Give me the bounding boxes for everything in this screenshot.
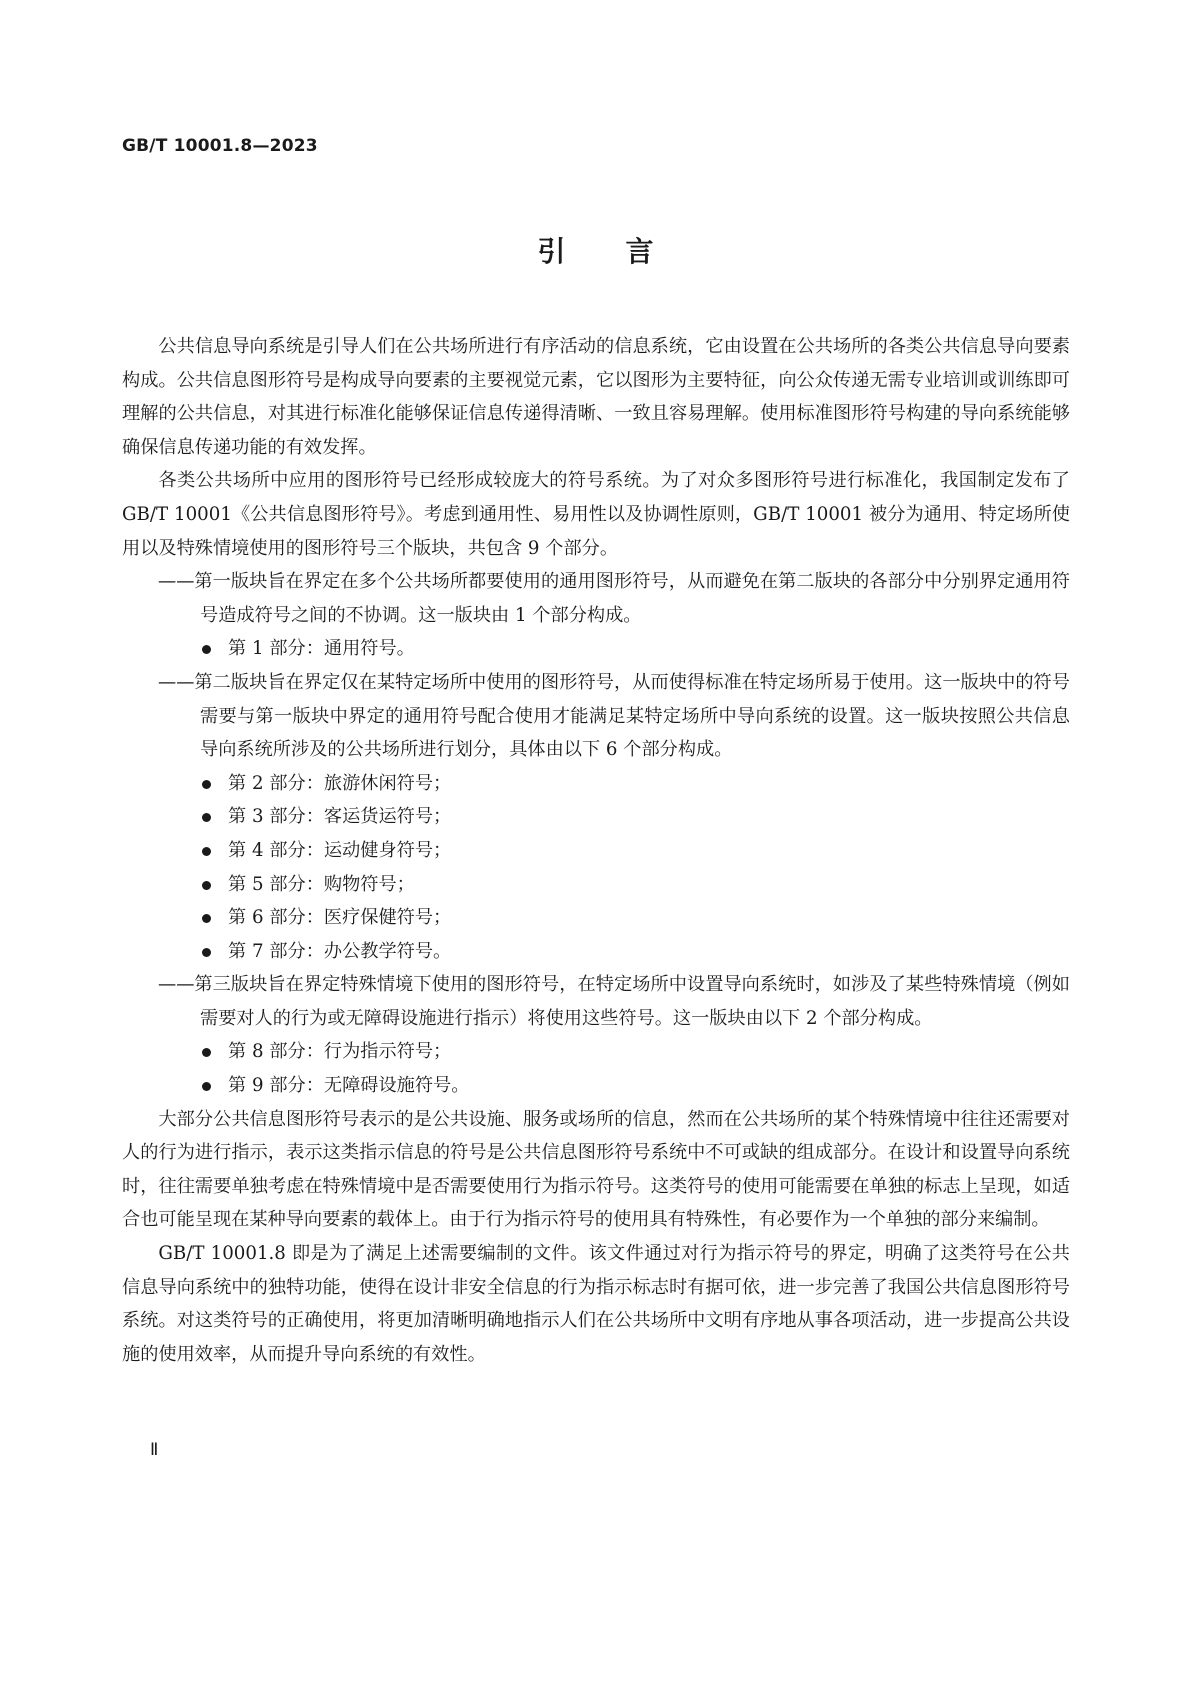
part-label: 第 3 部分：客运货运符号； xyxy=(228,806,452,828)
body-content xyxy=(122,330,1070,1371)
part-label: 第 5 部分：购物符号； xyxy=(228,873,415,895)
bullet-icon xyxy=(202,881,211,890)
part-label: 第 7 部分：办公教学符号。 xyxy=(228,940,452,962)
bullet-icon xyxy=(202,847,211,856)
part-label: 第 9 部分：无障碍设施符号。 xyxy=(228,1075,470,1097)
list-item xyxy=(122,800,1070,834)
paragraph-purpose: GB/T 10001.8 即是为了满足上述需要编制的文件。该文件通过对行为指示符号的界定，明确了这类符号在公共信息导向系统中的独特功能，使得在设计非安全信息的行为指示标志时有据可依，进一步完善了我国公共信息图形符号系统。对这类符号的正确使用，将更加清晰明确地指示人们在公共场所中文明有序地从事各项活动，进一步提高公共设施的使用效率，从而提升导向系统的有效性。 xyxy=(122,1243,1070,1365)
list-item xyxy=(122,1069,1070,1103)
paragraph-behavior-symbols: 大部分公共信息图形符号表示的是公共设施、服务或场所的信息，然而在公共场所的某个特殊情境中往往还需要对人的行为进行指示，表示这类指示信息的符号是公共信息图形符号系统中不可或缺的组成部分。在设计和设置导向系统时，往往需要单独考虑在特殊情境中是否需要使用行为指示符号。这类符号的使用可能需要在单独的标志上呈现，如适合也可能呈现在某种导向要素的载体上。由于行为指示符号的使用具有特殊性，有必要作为一个单独的部分来编制。 xyxy=(122,1108,1070,1231)
part-label: 第 4 部分：运动健身符号； xyxy=(228,839,452,861)
bullet-icon xyxy=(202,813,211,822)
part-label: 第 6 部分：医疗保健符号； xyxy=(228,907,452,929)
bullet-icon xyxy=(202,1082,211,1091)
page-number: Ⅱ xyxy=(150,1440,159,1459)
paragraph-overview: 各类公共场所中应用的图形符号已经形成较庞大的符号系统。为了对众多图形符号进行标准化，我国制定发布了 GB/T 10001《公共信息图形符号》。考虑到通用性、易用性以及协调性原则，GB/T 10001 被分为通用、特定场所使用以及特殊情境使用的图形符号三个版块，共包含 9 个部分。 xyxy=(122,470,1070,559)
bullet-icon xyxy=(202,645,211,654)
block-3-description: ——第三版块旨在界定特殊情境下使用的图形符号，在特定场所中设置导向系统时，如涉及了某些特殊情境（例如需要对人的行为或无障碍设施进行指示）将使用这些符号。这一版块由以下 2 个部分构成。 xyxy=(158,974,1070,1029)
part-label: 第 2 部分：旅游休闲符号； xyxy=(228,772,452,794)
bullet-icon xyxy=(202,1048,211,1057)
paragraph-intro: 公共信息导向系统是引导人们在公共场所进行有序活动的信息系统，它由设置在公共场所的各类公共信息导向要素构成。公共信息图形符号是构成导向要素的主要视觉元素，它以图形为主要特征，向公众传递无需专业培训或训练即可理解的公共信息，对其进行标准化能够保证信息传递得清晰、一致且容易理解。使用标准图形符号构建的导向系统能够确保信息传递功能的有效发挥。 xyxy=(122,336,1070,458)
bullet-icon xyxy=(202,780,211,789)
page-title: 引言 xyxy=(537,235,714,268)
list-item xyxy=(122,767,1070,801)
list-item xyxy=(122,632,1070,666)
list-item xyxy=(122,901,1070,935)
list-item xyxy=(122,1035,1070,1069)
bullet-icon xyxy=(202,914,211,923)
part-label: 第 8 部分：行为指示符号； xyxy=(228,1041,452,1063)
block-1-description: ——第一版块旨在界定在多个公共场所都要使用的通用图形符号，从而避免在第二版块的各部分中分别界定通用符号造成符号之间的不协调。这一版块由 1 个部分构成。 xyxy=(158,571,1070,626)
list-item xyxy=(122,834,1070,868)
document-code: GB/T 10001.8—2023 xyxy=(122,136,318,156)
list-item xyxy=(122,868,1070,902)
block-2-description: ——第二版块旨在界定仅在某特定场所中使用的图形符号，从而使得标准在特定场所易于使用。这一版块中的符号需要与第一版块中界定的通用符号配合使用才能满足某特定场所中导向系统的设置。这一版块按照公共信息导向系统所涉及的公共场所进行划分，具体由以下 6 个部分构成。 xyxy=(158,671,1070,761)
bullet-icon xyxy=(202,948,211,957)
part-label: 第 1 部分：通用符号。 xyxy=(228,638,415,660)
list-item xyxy=(122,935,1070,969)
